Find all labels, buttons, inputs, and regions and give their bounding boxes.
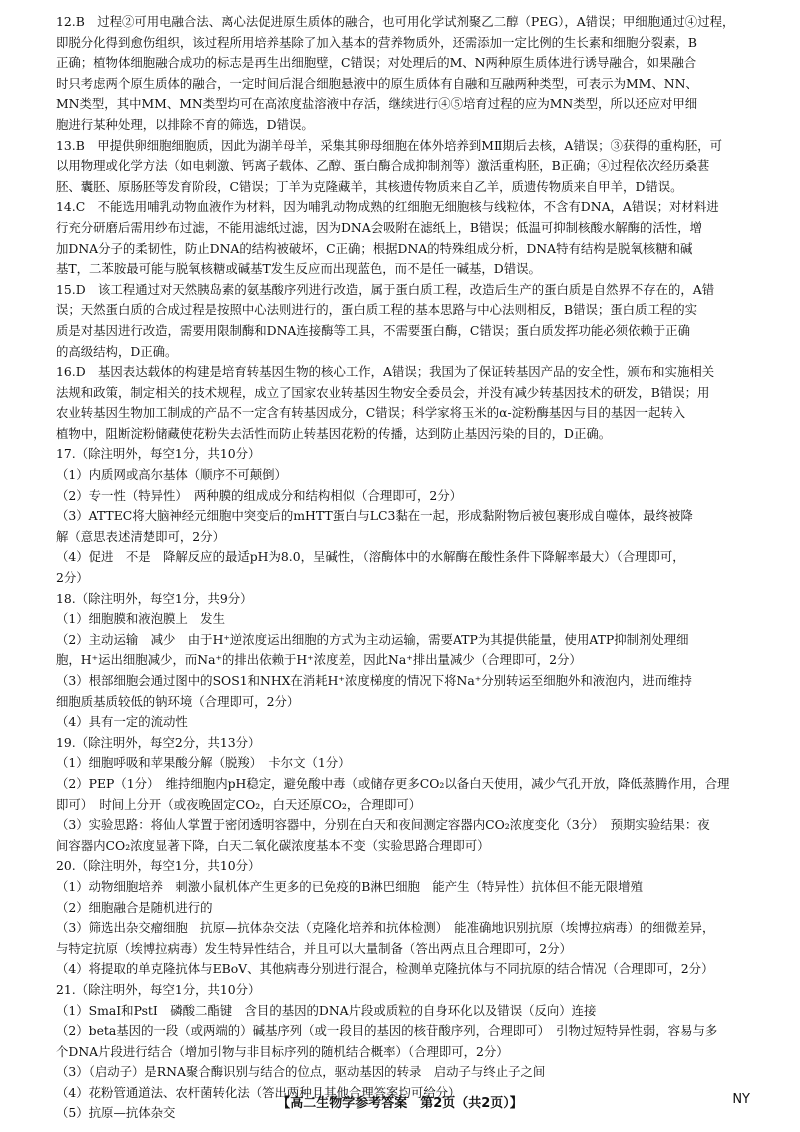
answer-line: （1）细胞膜和液泡膜上 发生 (56, 611, 225, 627)
answer-line: 即脱分化得到愈伤组织，该过程所用培养基除了加入基本的营养物质外，还需添加一定比例的生长素和细胞分裂素，B (56, 34, 698, 50)
answer-line: （3）根部细胞会通过图中的SOS1和NHX在消耗H⁺浓度梯度的情况下将Na⁺分别转运至细胞外和液泡内，进而维持 (56, 673, 692, 688)
answer-line: （4）花粉管通道法、农杆菌转化法（答出两种且其他合理答案均可给分） (56, 1084, 461, 1100)
answer-line: 20.（除注明外，每空1分，共10分） (56, 858, 261, 874)
answer-line: 植物中，阻断淀粉储藏使花粉失去活性而防止转基因花粉的传播，达到防止基因污染的目的，D正确。 (56, 425, 612, 441)
answer-line: 行充分研磨后需用纱布过滤，不能用滤纸过滤，因为DNA会吸附在滤纸上，B错误；低温可抑制核酸水解酶的活性，增 (56, 219, 702, 235)
answer-line: 即可） 时间上分开（或夜晚固定CO₂，白天还原CO₂，合理即可） (56, 796, 422, 812)
answer-line: （1）内质网或高尔基体（顺序不可颠倒） (56, 467, 287, 483)
answer-14 (56, 197, 756, 279)
answer-line: 时只考虑两个原生质体的融合，一定时间后混合细胞悬液中的原生质体有自融和互融两种类型，可表示为MM、NN、 (56, 75, 698, 91)
answer-line: （1）SmaⅠ和PstⅠ 磷酸二酯键 含目的基因的DNA片段或质粒的自身环化以及错误（反向）连接 (56, 1002, 597, 1018)
answer-19 (56, 733, 756, 857)
answer-line: 农业转基因生物加工制成的产品不一定含有转基因成分，C错误；科学家将玉米的α-淀粉酶基因与目的基因一起转入 (56, 405, 686, 421)
answer-line: （3）（启动子）是RNA聚合酶识别与结合的位点，驱动基因的转录 启动子与终止子之间 (56, 1064, 546, 1080)
answer-line: 15.D 该工程通过对天然胰岛素的氨基酸序列进行改造，属于蛋白质工程，改造后生产的蛋白质是自然界不存在的，A错 (56, 281, 715, 297)
answer-line: 16.D 基因表达载体的构建是培育转基因生物的核心工作，A错误；我国为了保证转基因产品的安全性，颁布和实施相关 (56, 364, 715, 380)
answer-line: 14.C 不能选用哺乳动物血液作为材料，因为哺乳动物成熟的红细胞无细胞核与线粒体，不含有DNA，A错误；对材料进 (56, 199, 719, 215)
answer-line: 13.B 甲提供卵细胞细胞质，因此为湖羊母羊，采集其卵母细胞在体外培养到MⅡ期后去核，A错误；③获得的重构胚，可 (56, 137, 723, 153)
answer-15 (56, 280, 756, 362)
answer-line: （2）主动运输 减少 由于H⁺逆浓度运出细胞的方式为主动运输，需要ATP为其提供能量，使用ATP抑制剂处理细 (56, 631, 689, 647)
answer-content (56, 12, 756, 1124)
answer-16 (56, 362, 756, 444)
answer-line: （3）筛选出杂交瘤细胞 抗原—抗体杂交法（克隆化培养和抗体检测） 能准确地识别抗原（埃博拉病毒）的细微差异， (56, 920, 715, 936)
answer-line: 细胞质基质较低的钠环境（合理即可，2分） (56, 693, 300, 709)
answer-line: （3）ATTEC将大脑神经元细胞中突变后的mHTT蛋白与LC3黏在一起，形成黏附物后被包裹形成自噬体，最终被降 (56, 508, 693, 524)
answer-line: 正确；植物体细胞融合成功的标志是再生出细胞壁，C错误；对处理后的M、N两种原生质体进行诱导融合，如果融合 (56, 55, 697, 71)
answer-12 (56, 12, 756, 136)
answer-line: 19.（除注明外，每空2分，共13分） (56, 734, 261, 750)
page-footer (0, 1092, 800, 1116)
answer-line: 胞，H⁺运出细胞减少，而Na⁺的排出依赖于H⁺浓度差，因此Na⁺排出量减少（合理即可，2分） (56, 652, 582, 668)
answer-line: （4）将提取的单克隆抗体与EBoV、其他病毒分别进行混合，检测单克隆抗体与不同抗原的结合情况（合理即可，2分） (56, 961, 714, 977)
answer-line: MN类型，其中MM、MN类型均可在高浓度盐溶液中存活，继续进行④⑤培育过程的应为MN类型，所以还应对甲细 (56, 96, 698, 112)
answer-17 (56, 444, 756, 588)
answer-line: 误；天然蛋白质的合成过程是按照中心法则进行的，蛋白质工程的基本思路与中心法则相反，B错误；蛋白质工程的实 (56, 302, 698, 318)
answer-line: 胚、囊胚、原肠胚等发育阶段，C错误；丁羊为克隆藏羊，其核遗传物质来自乙羊，质遗传物质来自甲羊，D错误。 (56, 178, 683, 194)
answer-line: （2）细胞融合是随机进行的 (56, 899, 213, 915)
answer-line: 解（意思表述清楚即可，2分） (56, 528, 225, 544)
footer-title: 【高二生物学参考答案 第2页（共2页）】 (277, 1096, 523, 1111)
answer-line: （4）促进 不是 降解反应的最适pH为8.0，呈碱性，（溶酶体中的水解酶在酸性条件下降解率最大）（合理即可， (56, 549, 685, 565)
answer-18 (56, 589, 756, 733)
answer-line: 个DNA片段进行结合（增加引物与非目标序列的随机结合概率）（合理即可，2分） (56, 1043, 509, 1059)
answer-line: （2）专一性（特异性） 两种膜的组成成分和结构相似（合理即可，2分） (56, 487, 463, 503)
answer-line: 的高级结构，D正确。 (56, 343, 178, 359)
answer-line: （2）beta基因的一段（或两端的）碱基序列（或一段目的基因的核苷酸序列，合理即可） 引物过短特异性弱，容易与多 (56, 1023, 718, 1039)
answer-line: 与特定抗原（埃博拉病毒）发生特异性结合，并且可以大量制备（答出两点且合理即可，2分） (56, 940, 572, 956)
answer-line: 基T，二苯胺最可能与脱氧核糖或碱基T发生反应而出现蓝色，而不是任一碱基，D错误。 (56, 261, 541, 277)
answer-line: 18.（除注明外，每空1分，共9分） (56, 590, 253, 606)
answer-20 (56, 856, 756, 980)
answer-line: 21.（除注明外，每空1分，共10分） (56, 981, 261, 997)
answer-line: 以用物理或化学方法（如电刺激、钙离子载体、乙醇、蛋白酶合成抑制剂等）激活重构胚，B正确；④过程依次经历桑葚 (56, 158, 710, 174)
answer-line: （3）实验思路：将仙人掌置于密闭透明容器中，分别在白天和夜间测定容器内CO₂浓度变化（3分） 预期实验结果：夜 (56, 817, 710, 833)
answer-line: 17.（除注明外，每空1分，共10分） (56, 446, 261, 462)
answer-13 (56, 136, 756, 198)
answer-line: 胞进行某种处理，以排除不育的筛选，D错误。 (56, 116, 314, 132)
answer-line: 12.B 过程②可用电融合法、离心法促进原生质体的融合，也可用化学试剂聚乙二醇（PEG），A错误；甲细胞通过④过程， (56, 14, 735, 29)
answer-line: 加DNA分子的柔韧性，防止DNA的结构被破坏，C正确；根据DNA的特殊组成分析，DNA特有结构是脱氧核糖和碱 (56, 240, 693, 256)
answer-line: （1）动物细胞培养 刺激小鼠机体产生更多的已免疫的B淋巴细胞 能产生（特异性）抗体但不能无限增殖 (56, 878, 643, 894)
answer-line: （2）PEP（1分） 维持细胞内pH稳定，避免酸中毒（或储存更多CO₂以备白天使用，减少气孔开放，降低蒸腾作用，合理 (56, 775, 730, 791)
answer-line: （1）细胞呼吸和苹果酸分解（脱羧） 卡尔文（1分） (56, 755, 351, 771)
footer-code: NY (732, 1092, 750, 1107)
answer-line: 2分） (56, 570, 89, 586)
answer-line: 间容器内CO₂浓度显著下降，白天二氧化碳浓度基本不变（实验思路合理即可） (56, 837, 490, 853)
answer-line: （4）具有一定的流动性 (56, 714, 188, 730)
answer-line: 法规和政策，制定相关的技术规程，成立了国家农业转基因生物安全委员会，并没有减少转基因技术的研发，B错误；用 (56, 384, 710, 400)
answer-line: （5）抗原—抗体杂交 (56, 1105, 176, 1121)
answer-line: 质是对基因进行改造，需要用限制酶和DNA连接酶等工具，不需要蛋白酶，C错误；蛋白质发挥功能必须依赖于正确 (56, 322, 690, 338)
